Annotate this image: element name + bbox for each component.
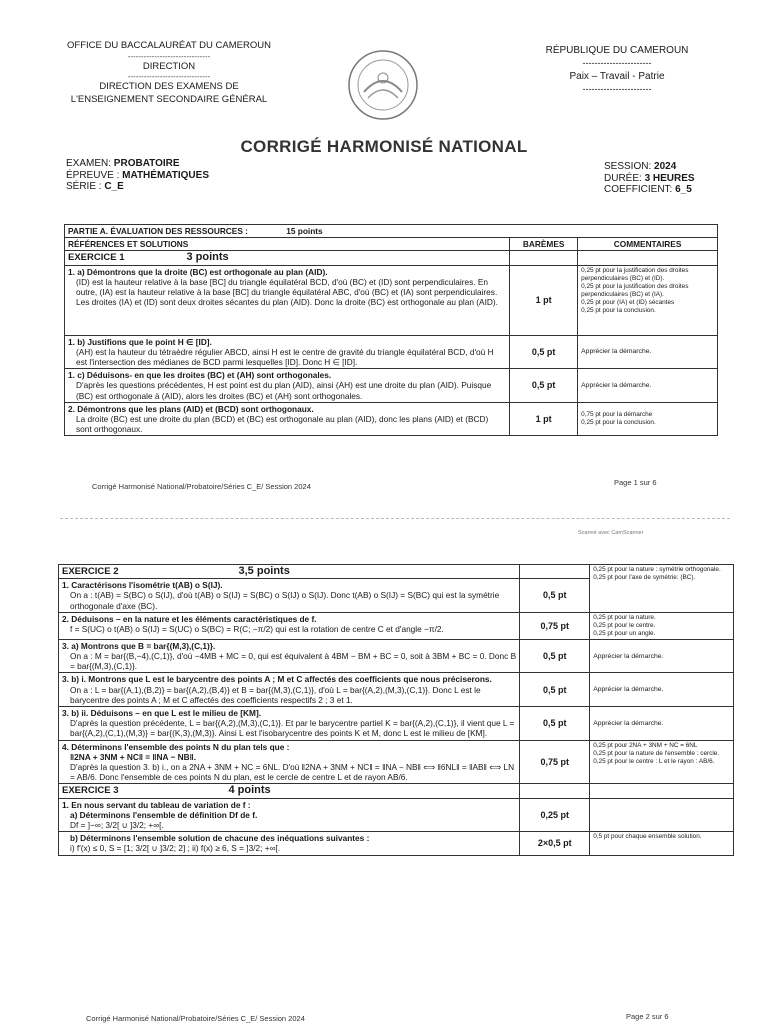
question-text: 3. b) i. Montrons que L est le barycentre des points A ; M et C affectés des coefficients que nous préciserons. [62, 674, 492, 685]
separator-dashes: ------------------------------- [127, 72, 211, 81]
footer-page: Page 2 sur 6 [626, 1012, 669, 1021]
bareme-value: 0,5 pt [510, 335, 578, 369]
solution-text: f = S(UC) o t(AB) o S(IJ) = S(UC) o S(BC) = R(C; −π/2) qui est la rotation de centre C et d'angle −π/2. [70, 624, 444, 635]
col-header-bar: BARÈMES [510, 238, 578, 251]
separator-dashes: ----------------------- [582, 84, 652, 94]
footer-left: Corrigé Harmonisé National/Probatoire/Séries C_E/ Session 2024 [86, 1014, 305, 1023]
serie-label: SÉRIE : [66, 181, 105, 192]
solution-text: D'après la question précédente, L = bar{(A,2),(M,3),(C,1)}. Et par le barycentre partiel K = bar{(A,2),(C,1)}, il vient que L = bar{(A,2),(C,1),(M,3)} = bar{(K,3),(M,3)}. Ainsi L est l'isobarycentre des points K et M, donc L est le milieu de [KM]. [70, 718, 515, 739]
coef-label: COEFFICIENT: [604, 184, 676, 195]
question-text: 1. c) Déduisons- en que les droites (BC) et (AH) sont orthogonales. [68, 370, 332, 381]
question-text: 3. b) ii. Déduisons – en que L est le milieu de [KM]. [62, 708, 262, 719]
col-header-ref: RÉFÉRENCES ET SOLUTIONS [65, 238, 510, 251]
partie-header [65, 225, 718, 238]
empty-cell [520, 784, 590, 798]
question-text: 2. Démontrons que les plans (AID) et (BCD) sont orthogonaux. [68, 403, 314, 414]
comment-cell [578, 265, 718, 335]
solution-cell [65, 265, 510, 335]
bareme-value: 0,75 pt [520, 740, 590, 784]
comment-cell [590, 740, 734, 784]
col-header-com: COMMENTAIRES [578, 238, 718, 251]
duree-value: 3 HEURES [644, 172, 695, 184]
epreuve-value: MATHÉMATIQUES [122, 169, 209, 181]
bareme-value: 0,5 pt [510, 369, 578, 403]
comment-cell [590, 565, 734, 613]
comment-line: 0,25 pt pour la nature. [593, 613, 656, 621]
table-row [59, 740, 734, 784]
partie-points: 15 points [286, 226, 323, 236]
empty-cell [520, 565, 590, 579]
question-text: 1. b) Justifions que le point H ∈ [ID]. [68, 336, 212, 347]
comment-line: 0,25 pt pour la justification des droites perpendiculaires (BC) et (ID). [581, 266, 689, 282]
exercise-points: 3,5 points [238, 565, 290, 577]
issuer-line: L'ENSEIGNEMENT SECONDAIRE GÉNÉRAL [70, 93, 268, 105]
session-value: 2024 [654, 161, 677, 172]
partie-label: PARTIE A. ÉVALUATION DES RESSOURCES : [68, 226, 248, 236]
issuer-line: DIRECTION [142, 60, 196, 72]
comment-line: 0,25 pt pour (IA) et (ID) sécantes [581, 298, 675, 306]
comment-line: 0,75 pt pour la démarche [581, 411, 653, 419]
question-text: 4. Déterminons l'ensemble des points N du plan tels que : [62, 741, 290, 752]
question-text: 1. Caractérisons l'isométrie t(AB) o S(IJ). [62, 580, 223, 591]
bareme-value: 0,5 pt [520, 639, 590, 673]
table-exercice-1 [64, 224, 718, 436]
exercise-header [59, 565, 520, 579]
comment-line: 0,25 pt pour le centre. [593, 621, 656, 629]
question-text: 3. a) Montrons que B = bar{(M,3),(C,1)}. [62, 640, 216, 651]
table-row [59, 798, 734, 832]
exercise-title: EXERCICE 2 [62, 566, 119, 577]
solution-text: Df = ]−∞; 3/2[ ∪ ]3/2; +∞[. [70, 820, 164, 831]
bareme-value: 0,5 pt [520, 673, 590, 707]
table-row [65, 402, 718, 436]
solution-text: D'après les questions précédentes, H est point est du plan (AID), ainsi (AH) est une droite du plan (AID). Puisque (BC) est orthogonale à (AID), alors les droites (BC) et (AH) sont orthogonales. [76, 380, 492, 401]
solution-cell [59, 832, 520, 855]
solution-text: D'après la question 3. b) i., on a 2NA + 3NM + NC = 6NL. D'où ‖2NA + 3NM + NC‖ = ‖NA − NB‖ ⟺ ‖6NL‖ = ‖AB‖ ⟺ LN = AB/6. Donc l'ensemble de ces points N du plan, est le cercle de centre L et de rayon AB/6. [70, 762, 515, 783]
comment-line: 0,25 pt pour la nature de l'ensemble : cercle. [593, 749, 720, 757]
republic-name: RÉPUBLIQUE DU CAMEROUN [545, 45, 689, 56]
exam-info [66, 158, 209, 193]
question-text: 1. En nous servant du tableau de variation de f : [62, 799, 251, 810]
comment-line: 0,25 pt pour la justification des droites perpendiculaires (BC) et (IA). [581, 282, 689, 298]
serie-value: C_E [104, 181, 124, 192]
comment-line: 0,25 pt pour un angle. [593, 629, 656, 637]
footer-page: Page 1 sur 6 [614, 478, 657, 487]
bareme-value: 0,5 pt [520, 579, 590, 613]
solution-text: On a : M = bar{(B,−4),(C,1)}, d'où −4MB + MC = 0, qui est équivalent à 4BM − BM + BC = 0, soit à 3BM + BC = 0. Donc B = bar{(M,3),(C,1)}. [70, 651, 517, 672]
republic-block [528, 44, 706, 96]
solution-cell [59, 798, 520, 832]
comment-line: 0,25 pt pour l'axe de symétrie: (BC). [593, 574, 696, 581]
solution-text: La droite (BC) est une droite du plan (BCD) et (BC) est orthogonale au plan (AID), donc les plans (AID) et (BCD) sont orthogonaux. [76, 414, 489, 435]
comment-line: 0,25 pt pour le centre : L et le rayon : AB/6. [593, 757, 715, 765]
solution-cell [59, 579, 520, 613]
comment-line: 0,25 pt pour la conclusion. [581, 306, 656, 314]
solution-text: On a : t(AB) = S(BC) o S(IJ), d'où t(AB) o S(IJ) = S(BC) o S(IJ) o S(IJ). Donc t(AB) o S(IJ) = S(BC) qui est la symétrie orthogonale d'axe (BC). [70, 590, 500, 611]
solution-cell [59, 740, 520, 784]
table-row [59, 673, 734, 707]
solution-cell [59, 707, 520, 741]
question-text: b) Déterminons l'ensemble solution de chacune des inéquations suivantes : [70, 833, 370, 844]
exercise-points: 3 points [186, 251, 229, 264]
exercise-points: 4 points [228, 784, 271, 797]
table-row [59, 612, 734, 639]
question-text: 2. Déduisons – en la nature et les éléments caractéristiques de f. [62, 613, 317, 624]
table-row [59, 707, 734, 741]
comment-cell [590, 612, 734, 639]
table-row [65, 335, 718, 369]
table-row [59, 832, 734, 855]
exam-label: EXAMEN: [66, 158, 114, 169]
comment-line: 0,25 pt pour la conclusion. [581, 419, 656, 427]
subquestion-text: a) Déterminons l'ensemble de définition Df de f. [70, 809, 258, 820]
question-text: 1. a) Démontrons que la droite (BC) est orthogonale au plan (AID). [68, 266, 328, 277]
comment-text: Apprécier la démarche. [578, 369, 718, 403]
issuer-line: OFFICE DU BACCALAURÉAT DU CAMEROUN [67, 40, 271, 51]
solution-text: (AH) est la hauteur du tétraèdre régulier ABCD, ainsi H est le centre de gravité du triangle équilatéral BCD, d'où H est l'intersection des médianes de BCD parmi lesquelles [ID]. Donc H ∈ [ID]. [76, 346, 494, 368]
exercise-header [65, 251, 510, 265]
solution-cell [59, 639, 520, 673]
bareme-value: 0,5 pt [520, 707, 590, 741]
comment-text: 0,5 pt pour chaque ensemble solution. [590, 832, 734, 855]
solution-text: (ID) est la hauteur relative à la base [BC] du triangle équilatéral BCD, d'où (BC) et (ID) sont perpendiculaires. En outre, (IA) est la hauteur relative à la base [BC] du triangle équilatéral ABC, d'où (BC) et (IA) sont perpendiculaires. Les droites (IA) et (ID) sont deux droites sécantes du plan (AID). Donc la droite (BC) est orthogonale au plan (AID). [76, 276, 498, 308]
scan-watermark: Scanné avec CamScanner [578, 530, 644, 536]
table-row [65, 369, 718, 403]
empty-cell [510, 251, 578, 265]
coef-value: 6_5 [675, 184, 692, 195]
table-exercice-2-3 [58, 564, 734, 856]
session-label: SESSION: [604, 161, 655, 172]
bareme-value: 2×0,5 pt [520, 832, 590, 855]
solution-text: i) f′(x) ≤ 0, S = [1; 3/2[ ∪ ]3/2; 2] ; ii) f(x) ≥ 6, S = ]3/2; +∞[. [70, 843, 281, 854]
solution-cell [59, 673, 520, 707]
official-seal-icon [346, 48, 420, 122]
bareme-value: 1 pt [510, 402, 578, 436]
bareme-value: 0,75 pt [520, 612, 590, 639]
table-row [59, 639, 734, 673]
equation-text: ‖2NA + 3NM + NC‖ = ‖NA − NB‖. [70, 751, 197, 762]
epreuve-label: ÉPREUVE : [66, 169, 123, 181]
empty-cell [578, 251, 718, 265]
comment-line: 0,25 pt pour la nature : symétrie orthogonale. [593, 566, 721, 573]
issuer-block [58, 40, 280, 106]
exercise-header [59, 784, 520, 798]
solution-cell [59, 612, 520, 639]
exam-value: PROBATOIRE [113, 158, 180, 169]
solution-cell [65, 402, 510, 436]
comment-text: Apprécier la démarche. [578, 335, 718, 369]
comment-text: Apprécier la démarche. [590, 639, 734, 673]
exercise-title: EXERCICE 3 [62, 785, 119, 797]
bareme-value: 1 pt [510, 265, 578, 335]
comment-cell [578, 402, 718, 436]
duree-label: DURÉE: [604, 172, 645, 184]
solution-cell [65, 369, 510, 403]
session-info [604, 161, 695, 196]
solution-cell [65, 335, 510, 369]
document-title: CORRIGÉ HARMONISÉ NATIONAL [240, 137, 528, 156]
exercise-title: EXERCICE 1 [68, 252, 125, 264]
comment-text: Apprécier la démarche. [590, 707, 734, 741]
bareme-value: 0,25 pt [520, 798, 590, 832]
empty-cell [590, 784, 734, 798]
separator-dashes: ------------------------------- [127, 51, 211, 61]
page-separator [60, 518, 730, 519]
empty-cell [590, 798, 734, 832]
comment-line: 0,25 pt pour 2NA + 3NM + NC = 6NL [593, 741, 698, 749]
comment-text: Apprécier la démarche. [590, 673, 734, 707]
republic-motto: Paix – Travail - Patrie [569, 71, 665, 82]
separator-dashes: ----------------------- [582, 58, 652, 68]
solution-text: On a : L = bar{(A,1),(B,2)} = bar{(A,2),(B,4)} et B = bar{(M,3),(C,1)}, d'où L = bar{(A,2),(M,3),(C,1)}. Donc L est le barycentre des points A ; M et C affectés des coefficients respectifs 2 ; 3 et 1. [70, 684, 481, 705]
table-row [65, 265, 718, 335]
footer-left: Corrigé Harmonisé National/Probatoire/Séries C_E/ Session 2024 [92, 482, 311, 491]
issuer-line: DIRECTION DES EXAMENS DE [99, 81, 239, 92]
